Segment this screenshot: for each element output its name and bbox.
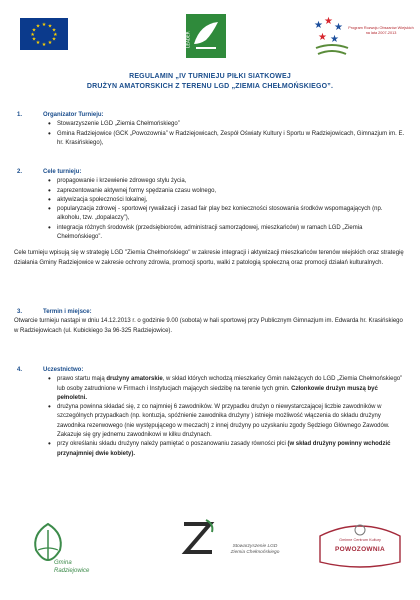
powozownia-subtitle: Gminne Centrum Kultury bbox=[339, 538, 381, 542]
svg-text:★: ★ bbox=[51, 36, 57, 43]
section-number: 3. bbox=[17, 309, 23, 315]
svg-text:★: ★ bbox=[41, 42, 47, 48]
gmina-line-2: Radziejowice bbox=[54, 568, 90, 574]
section-date-place bbox=[14, 308, 406, 336]
list-item: • Stowarzyszenie LGD „Ziemia Chełmońskiego” bbox=[48, 120, 406, 129]
gmina-line-1: Gmina bbox=[54, 560, 72, 566]
list-item bbox=[48, 375, 406, 403]
svg-text:★: ★ bbox=[314, 20, 323, 31]
list-item: • zaprezentowanie aktywnej formy spędzania czasu wolnego, bbox=[48, 187, 406, 196]
svg-text:★: ★ bbox=[334, 22, 343, 33]
list-item bbox=[48, 440, 406, 459]
footer-logos bbox=[0, 516, 420, 586]
lgd-caption bbox=[205, 544, 305, 556]
svg-text:★: ★ bbox=[47, 40, 53, 47]
participation-list bbox=[14, 375, 406, 459]
powozownia-name: POWOZOWNIA bbox=[335, 546, 385, 553]
section-heading: Uczestnictwo: bbox=[43, 367, 84, 373]
list-item: • aktywizacja społeczności lokalnej, bbox=[48, 196, 406, 205]
organizer-list bbox=[14, 120, 406, 148]
svg-text:★: ★ bbox=[35, 23, 41, 30]
item-bold: (w skład drużyny powinny wchodzić przynajmniej dwie kobiety). bbox=[57, 441, 391, 457]
svg-text:★: ★ bbox=[47, 23, 53, 30]
section-number: 4. bbox=[17, 367, 23, 373]
prow-logo bbox=[312, 14, 398, 60]
item-bold: drużyny amatorskie bbox=[106, 376, 163, 383]
item-text: prawo startu mają bbox=[57, 376, 107, 383]
section-heading: Cele turnieju: bbox=[43, 169, 82, 175]
goals-paragraph: Cele turnieju wpisują się w strategię LGD "Ziemia Chełmońskiego" w zakresie integracji i aktywizacji mieszkańców terenów wiejskich oraz strategię działania Gminy Radziejowice w zakresie ochrony zdrowia, promocji sportu, walki z patologią społeczną oraz promocji działań kulturalnych. bbox=[14, 250, 404, 266]
list-item: • propagowanie i krzewienie zdrowego stylu życia, bbox=[48, 177, 406, 186]
list-item: • Gmina Radziejowice (GCK „Powozownia” w Radziejowicach, Zespół Oświaty Kultury i Sportu w Radziejowicach, Gimnazjum im. E. hr. Krasińskiego), bbox=[48, 130, 406, 149]
svg-text:★: ★ bbox=[53, 32, 58, 38]
svg-text:★: ★ bbox=[324, 16, 333, 27]
svg-text:★: ★ bbox=[51, 27, 57, 34]
title-line-1: REGULAMIN „IV TURNIEJU PIŁKI SIATKOWEJ bbox=[129, 73, 291, 80]
gmina-leaf-logo bbox=[28, 520, 68, 564]
svg-text:★: ★ bbox=[41, 22, 47, 28]
item-bold: Członkowie drużyn muszą być pełnoletni. bbox=[57, 385, 378, 401]
svg-text:★: ★ bbox=[318, 32, 327, 43]
section-heading: Termin i miejsce: bbox=[43, 309, 92, 315]
svg-text:★: ★ bbox=[31, 36, 37, 43]
gmina-caption bbox=[54, 559, 89, 575]
goals-list bbox=[14, 177, 406, 242]
svg-text:★: ★ bbox=[30, 32, 35, 38]
svg-text:★: ★ bbox=[31, 27, 37, 34]
section-number: 2. bbox=[17, 169, 23, 175]
powozownia-logo bbox=[312, 518, 408, 572]
section-number: 1. bbox=[17, 112, 23, 118]
date-place-text: Otwarcie turnieju nastąpi w dniu 14.12.2013 r. o godzinie 9.00 (sobota) w hali sportowej przy Publicznym Gimnazjum im. Edwarda hr. Krasińskiego w Radziejowicach (ul. Kubickiego 3a 96-325 Radziejowice). bbox=[14, 318, 403, 334]
svg-text:★: ★ bbox=[35, 40, 41, 47]
program-caption: Program Rozwoju Obszarów Wiejskich na lata 2007-2013 bbox=[348, 26, 414, 35]
svg-text:★: ★ bbox=[330, 34, 339, 45]
list-item: • drużyna powinna składać się, z co najmniej 6 zawodników. W przypadku drużyn o niewystarczającej liczbie zawodników w szczególnych przypadkach (np. kontuzja, spóźnienie zawodnika drużyny ) istnieje możliwość włączenia do składu drużyny zawodnika rezerwowego (nie występującego w meczach) z innej drużyny po uzyskaniu zgody Sędziego Głównego Zawodów. Zakazuje się gry jednemu zawodnikowi w kilku drużynach. bbox=[48, 403, 406, 440]
item-text: przy określaniu składu drużyny należy pamiętać o poszanowaniu zasady równości płci bbox=[57, 441, 288, 448]
section-organizer bbox=[14, 111, 406, 148]
section-heading: Organizator Turnieju: bbox=[43, 112, 104, 118]
list-item: • popularyzacja zdrowej - sportowej rywalizacji i zasad fair play bez konieczności stosowania środków wspomagających (np. alkoholu, tzw. „dopalaczy”), bbox=[48, 205, 406, 224]
section-goals bbox=[14, 168, 406, 268]
document-title bbox=[40, 72, 380, 92]
leader-logo bbox=[186, 14, 226, 58]
section-participation bbox=[14, 366, 406, 459]
leader-caption: LEADER bbox=[186, 31, 191, 48]
title-line-2: DRUŻYN AMATORSKICH Z TERENU LGD „ZIEMIA CHEŁMOŃSKIEGO”. bbox=[86, 83, 334, 90]
item-text: , w skład których wchodzą mieszkańcy Gmin należących do LGD „Ziemia Chełmońskiego” lub osoby zatrudnione w Firmach i Instytucjach mających siedzibę na terenie tych gmin. bbox=[57, 376, 403, 392]
lgd-line-1: Stowarzyszenie LGD bbox=[232, 544, 278, 549]
eu-flag-logo bbox=[20, 18, 68, 50]
lgd-line-2: Ziemia Chełmońskiego bbox=[230, 550, 280, 555]
header-logos bbox=[0, 14, 420, 66]
list-item: • integracja różnych środowisk (przedsiębiorców, administracji samorządowej, mieszkańców) w ramach LGD „Ziemia Chełmońskiego”. bbox=[48, 224, 406, 243]
